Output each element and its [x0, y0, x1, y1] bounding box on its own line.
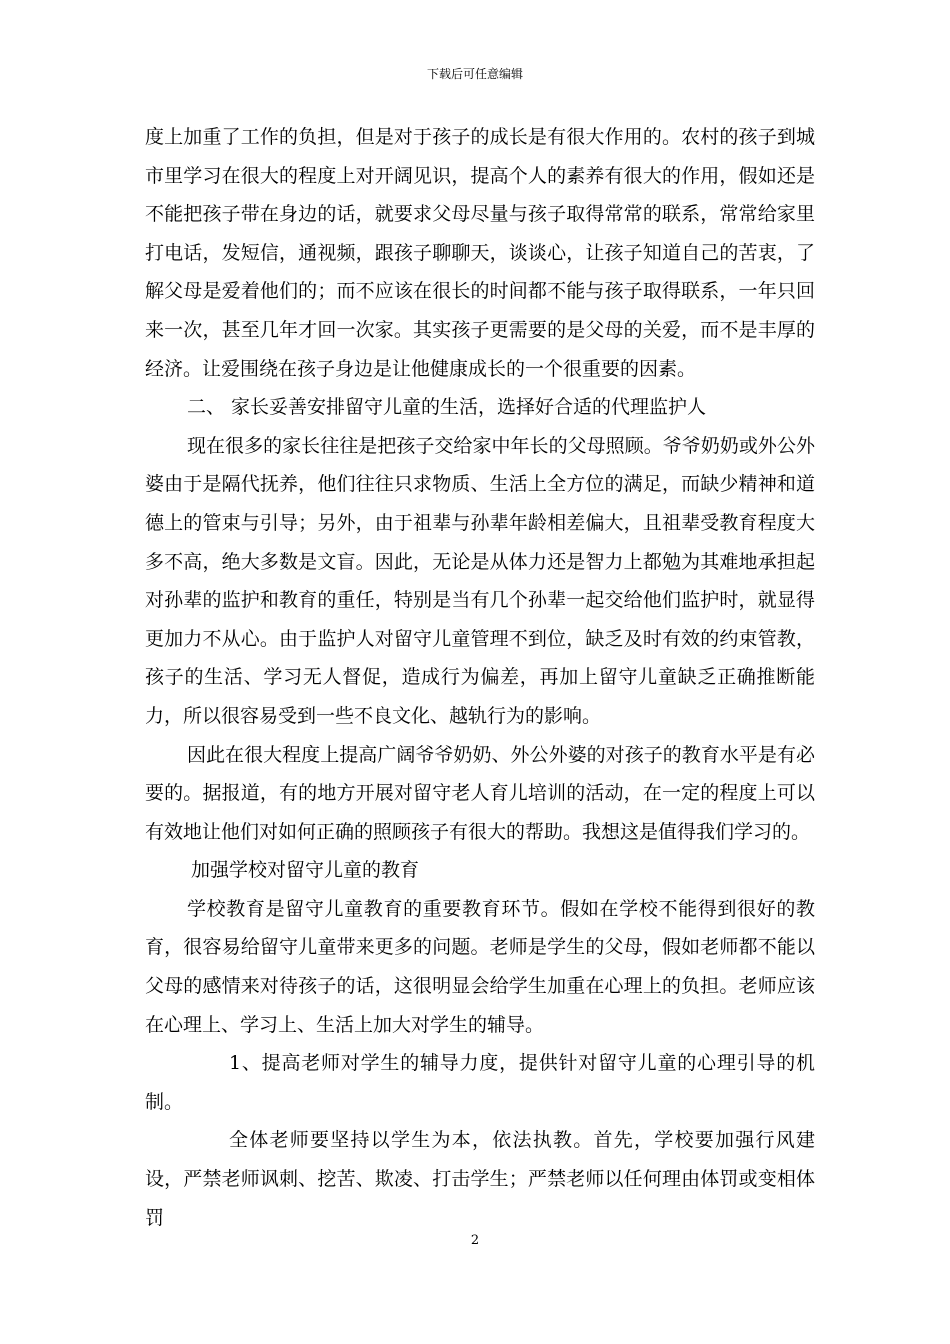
- page-header: 下载后可任意编辑: [426, 67, 523, 81]
- paragraph-teacher-conduct: 全体老师要坚持以学生为本，依法执教。首先，学校要加强行风建设，严禁老师讽刺、挖苦、欺凌、打击学生；严禁老师以任何理由体罚或变相体罚: [145, 1129, 815, 1229]
- document-body: [145, 118, 815, 1237]
- section-heading-school: 加强学校对留守儿童的教育: [191, 859, 420, 882]
- section-heading-guardian: 二、 家长妥善安排留守儿童的生活，选择好合适的代理监护人: [187, 396, 707, 419]
- page-number: 2: [470, 1233, 480, 1248]
- paragraph-grandparents-care: 现在很多的家长往往是把孩子交给家中年长的父母照顾。爷爷奶奶或外公外婆由于是隔代抚养，他们往往只求物质、生活上全方位的满足，而缺少精神和道德上的管束与引导；另外，由于祖辈与孙辈年龄相差偏大，且祖辈受教育程度大多不高，绝大多数是文盲。因此，无论是从体力还是智力上都勉为其难地承担起对孙辈的监护和教育的重任，特别是当有几个孙辈一起交给他们监护时，就显得更加力不从心。由于监护人对留守儿童管理不到位，缺乏及时有效的约束管教，孩子的生活、学习无人督促，造成行为偏差，再加上留守儿童缺乏正确推断能力，所以很容易受到一些不良文化、越轨行为的影响。: [145, 434, 815, 727]
- paragraph-school-education: 学校教育是留守儿童教育的重要教育环节。假如在学校不能得到很好的教育，很容易给留守儿童带来更多的问题。老师是学生的父母，假如老师都不能以父母的感情来对待孩子的话，这很明显会给学生加重在心理上的负担。老师应该在心理上、学习上、生活上加大对学生的辅导。: [145, 897, 815, 1036]
- paragraph-continuation: 度上加重了工作的负担，但是对于孩子的成长是有很大作用的。农村的孩子到城市里学习在很大的程度上对开阔见识，提高个人的素养有很大的作用，假如还是不能把孩子带在身边的话，就要求父母尽量与孩子取得常常的联系，常常给家里打电话，发短信，通视频，跟孩子聊聊天，谈谈心，让孩子知道自己的苦衷，了解父母是爱着他们的；而不应该在很长的时间都不能与孩子取得联系，一年只回来一次，甚至几年才回一次家。其实孩子更需要的是父母的关爱，而不是丰厚的经济。让爱围绕在孩子身边是让他健康成长的一个很重要的因素。: [145, 126, 815, 380]
- paragraph-grandparent-education: 因此在很大程度上提高广阔爷爷奶奶、外公外婆的对孩子的教育水平是有必要的。据报道，有的地方开展对留守老人育儿培训的活动，在一定的程度上可以有效地让他们对如何正确的照顾孩子有很大的帮助。我想这是值得我们学习的。: [145, 743, 815, 843]
- subheading-teacher-guidance: 1、提高老师对学生的辅导力度，提供针对留守儿童的心理引导的机制。: [145, 1052, 815, 1113]
